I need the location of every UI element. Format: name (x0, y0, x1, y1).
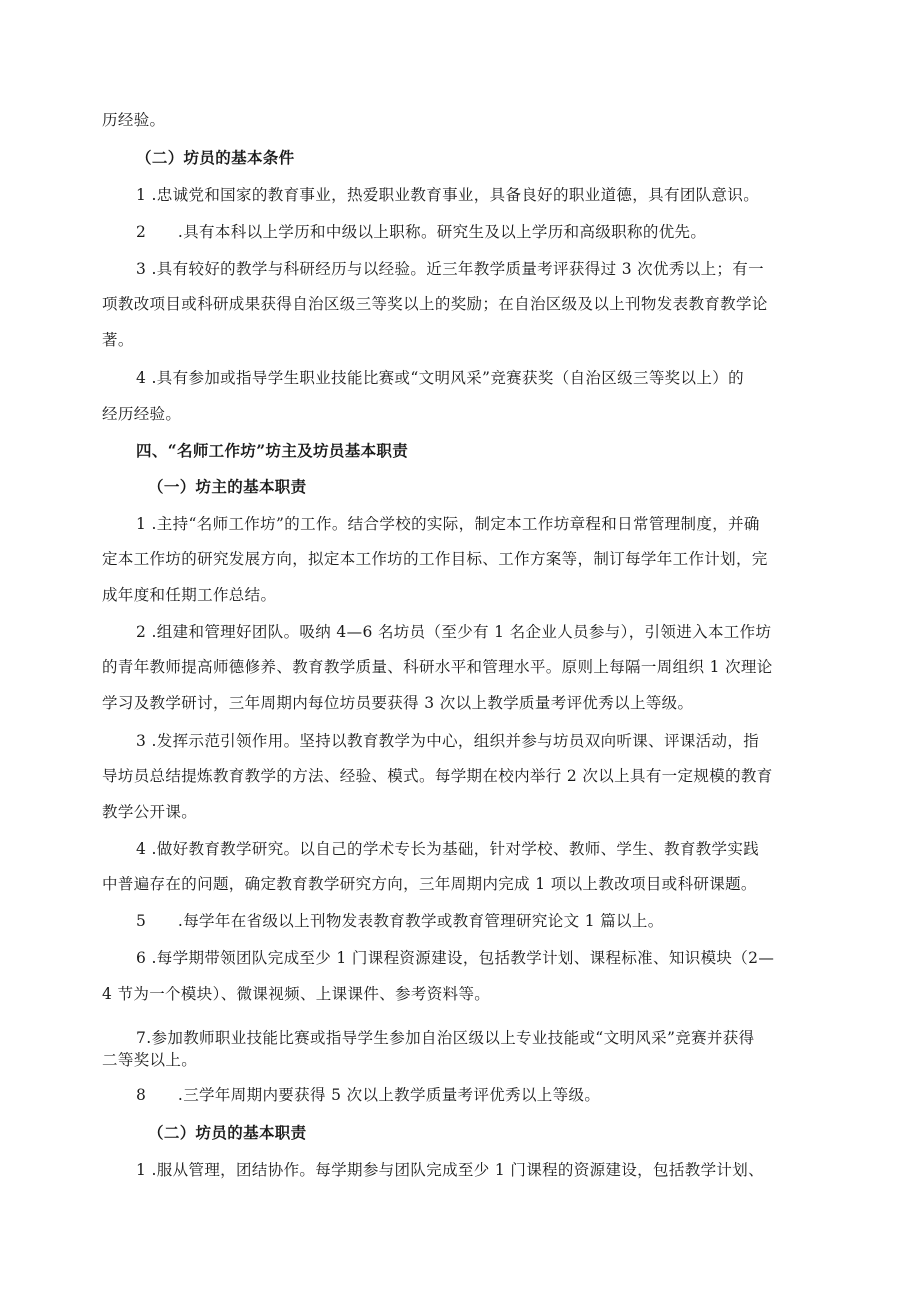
chapter-heading: 四、“名师工作坊”坊主及坊员基本职责 (136, 441, 409, 460)
list-item-continuation: 中普遍存在的问题，确定教育教学研究方向，三年周期内完成 1 项以上教改项目或科研课题。 (102, 875, 757, 893)
list-item: 2 .具有本科以上学历和中级以上职称。研究生及以上学历和高级职称的优先。 (136, 223, 707, 241)
list-item: 6 .每学期带领团队完成至少 1 门课程资源建设，包括教学计划、课程标准、知识模块（2— (136, 949, 775, 967)
list-item: 4 .做好教育教学研究。以自己的学术专长为基础，针对学校、教师、学生、教育教学实践 (136, 840, 760, 858)
section-heading: （二）坊员的基本职责 (148, 1123, 307, 1142)
section-heading: （一）坊主的基本职责 (148, 477, 307, 496)
list-item-continuation: 的青年教师提高师德修养、教育教学质量、科研水平和管理水平。原则上每隔一周组织 1 次理论 (102, 658, 773, 676)
list-item: 1 .服从管理，团结协作。每学期参与团队完成至少 1 门课程的资源建设，包括教学计划、 (136, 1161, 764, 1179)
list-item: 5 .每学年在省级以上刊物发表教育教学或教育管理研究论文 1 篇以上。 (136, 912, 664, 930)
list-item: 3 .发挥示范引领作用。坚持以教育教学为中心，组织并参与坊员双向听课、评课活动，指 (136, 732, 760, 750)
list-item: 1 .主持“名师工作坊”的工作。结合学校的实际，制定本工作坊章程和日常管理制度，并确 (136, 515, 760, 533)
list-item-continuation: 教学公开课。 (102, 803, 198, 821)
list-item-continuation: 学习及教学研讨，三年周期内每位坊员要获得 3 次以上教学质量考评优秀以上等级。 (102, 694, 694, 712)
list-item: 7.参加教师职业技能比赛或指导学生参加自治区级以上专业技能或“文明风采”竞赛并获得 (136, 1029, 755, 1047)
list-item: 1 .忠诚党和国家的教育事业，热爱职业教育事业，具备良好的职业道德，具有团队意识。 (136, 186, 760, 204)
list-item-continuation: 二等奖以上。 (102, 1051, 198, 1069)
list-item-continuation: 导坊员总结提炼教育教学的方法、经验、模式。每学期在校内举行 2 次以上具有一定规模的教育 (102, 767, 773, 785)
list-item: 4 .具有参加或指导学生职业技能比赛或“文明风采”竞赛获奖（自治区级三等奖以上）的 (136, 369, 744, 387)
list-item-continuation: 4 节为一个模块）、微课视频、上课课件、参考资料等。 (102, 985, 491, 1003)
list-item-continuation: 成年度和任期工作总结。 (102, 586, 277, 604)
list-item-continuation: 项教改项目或科研成果获得自治区级三等奖以上的奖励；在自治区级及以上刊物发表教育教学论 (102, 295, 768, 313)
list-item-continuation: 经历经验。 (102, 405, 182, 423)
paragraph-continuation: 历经验。 (102, 111, 166, 129)
section-heading: （二）坊员的基本条件 (136, 148, 295, 167)
list-item-continuation: 著。 (102, 331, 134, 349)
list-item-continuation: 定本工作坊的研究发展方向，拟定本工作坊的工作目标、工作方案等，制订每学年工作计划，完 (102, 550, 768, 568)
list-item: 3 .具有较好的教学与科研经历与以经验。近三年教学质量考评获得过 3 次优秀以上；有一 (136, 260, 764, 278)
list-item: 2 .组建和管理好团队。吸纳 4—6 名坊员（至少有 1 名企业人员参与），引领进入本工作坊 (136, 623, 772, 641)
list-item: 8 .三学年周期内要获得 5 次以上教学质量考评优秀以上等级。 (136, 1086, 601, 1104)
